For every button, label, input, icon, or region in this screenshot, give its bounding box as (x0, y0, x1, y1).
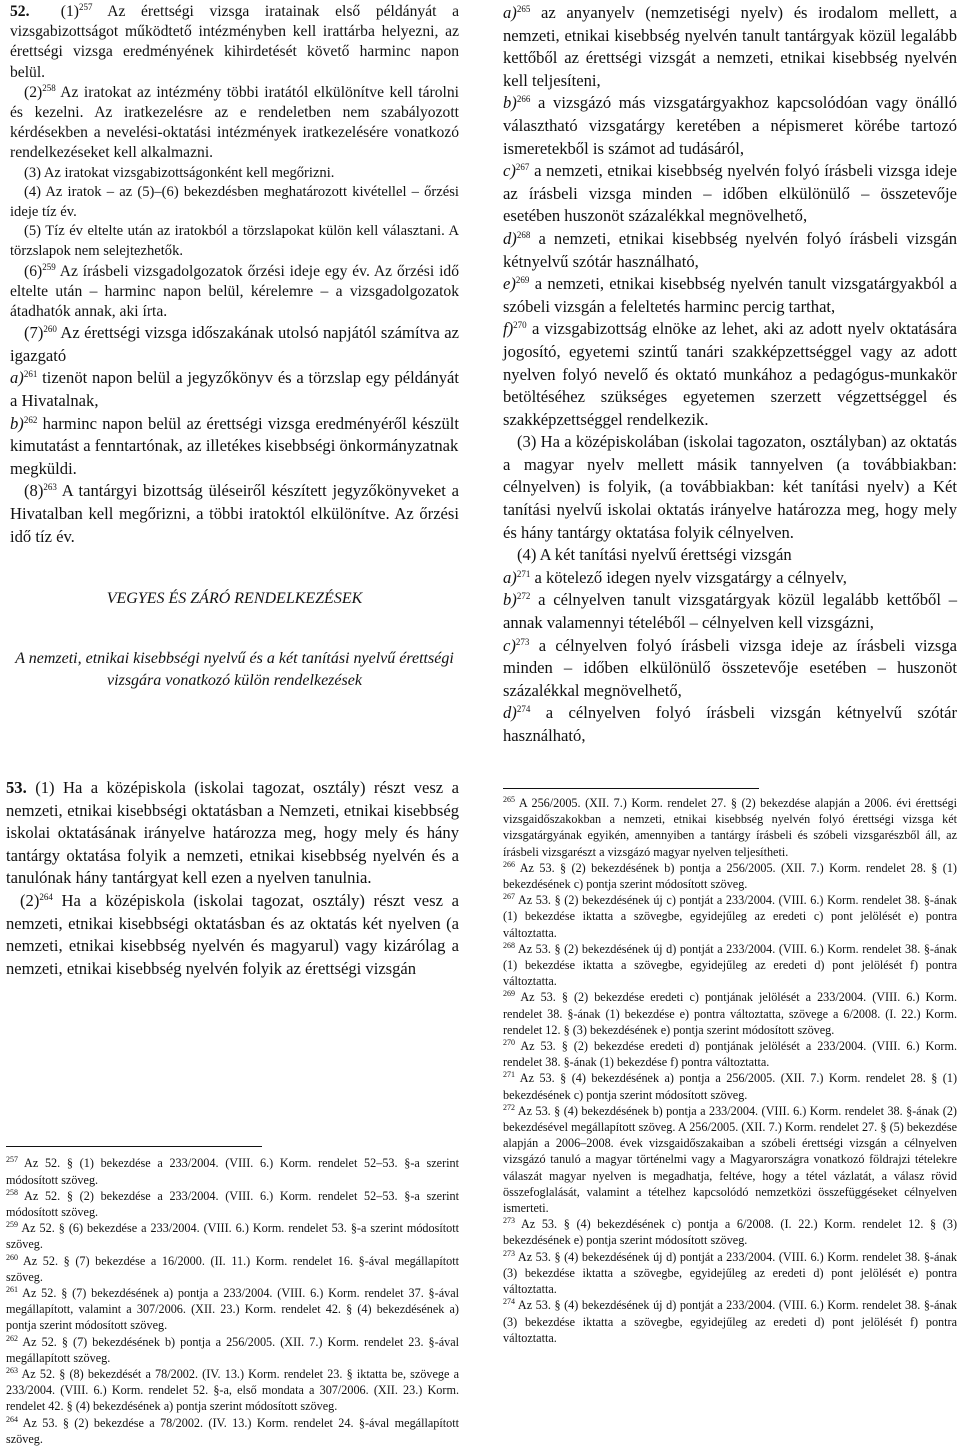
item-text: a célnyelven folyó írásbeli vizsgán kétnyelvű szótár használható, (503, 703, 957, 745)
footnote-ref[interactable]: 265 (516, 4, 531, 14)
footnote (6, 1415, 459, 1447)
footnote-number: 271 (503, 1070, 515, 1080)
footnote-ref[interactable]: 263 (43, 482, 57, 493)
item-text: a nemzeti, etnikai kisebbség nyelvén tanult vizsgatárgyakból a szóbeli vizsgán a feleltetés harminc percig tarthat, (503, 274, 957, 316)
footnote-ref[interactable]: 261 (23, 369, 38, 380)
footnote (503, 1070, 957, 1102)
paragraph-52-2 (10, 83, 459, 164)
footnote-ref[interactable]: 264 (39, 891, 53, 902)
footnote-ref[interactable]: 270 (513, 320, 527, 331)
footnote-text: Az 52. § (1) bekezdése a 233/2004. (VIII. 6.) Korm. rendelet 52–53. §-a szerint módosított szöveg. (6, 1156, 459, 1187)
item-label: d) (503, 228, 517, 248)
footnote-text: Az 53. § (4) bekezdésének új d) pontját a 233/2004. (VIII. 6.) Korm. rendelet 38. §-ának (3) bekezdése iktatta a szövegbe, egyidejűleg az eredeti d) pont jelölését f) pontra változtatta. (503, 1298, 957, 1345)
para-label: (6) (24, 262, 43, 280)
footnote-text: Az 53. § (4) bekezdésének c) pontja a 6/2008. (I. 22.) Korm. rendelet 12. § (3) bekezdésének e) pontja szerint módosított szöveg. (503, 1217, 958, 1248)
para-label: (2) (24, 83, 43, 101)
item-label: e) (503, 274, 516, 294)
item-4c (503, 635, 957, 703)
paragraph-text: Az írásbeli vizsgadolgozatok őrzési ideje egy év. Az őrzési idő eltelte után – harminc napon belül, kérelemre – a vizsgadolgozatok átadhatók annak, aki írta. (10, 262, 459, 320)
footnote-number: 273 (503, 1248, 515, 1258)
footnote-number: 265 (503, 795, 515, 804)
item-text: a célnyelven tanult vizsgatárgyak közül legalább kettőből – annak valamennyi tételéből – célnyelven kell vizsgázni, (503, 590, 957, 633)
footnote-ref[interactable]: 262 (23, 414, 38, 425)
paragraph-52-7b (10, 413, 459, 458)
footnotes-left (6, 1155, 459, 1447)
footnote-text: Az 53. § (2) bekezdése a 78/2002. (IV. 13.) Korm. rendelet 24. §-ával megállapított szöveg. (6, 1415, 459, 1446)
item-text: a nemzeti, etnikai kisebbség nyelvén folyó írásbeli vizsga ideje az írásbeli vizsga minden – időben elkülönülő – összetevője esetében huszonöt százalékkal megnövelhető, (503, 161, 958, 226)
chapter-heading: VEGYES ÉS ZÁRÓ RENDELKEZÉSEK (106, 590, 363, 608)
footnote-text: Az 53. § (2) bekezdése eredeti d) pontjának jelölését a 233/2004. (VIII. 6.) Korm. rendelet 38. §-ának (1) bekezdése f) pontra változtatta. (503, 1039, 958, 1070)
footnote-text: Az 52. § (2) bekezdése a 233/2004. (VIII. 6.) Korm. rendelet 52–53. §-a szerint módosított szöveg. (6, 1188, 459, 1219)
footnote-number: 268 (503, 940, 515, 950)
paragraph-53-1 (6, 777, 459, 890)
footnote-number: 269 (503, 989, 515, 999)
item-label: a) (503, 567, 517, 587)
footnote-number: 258 (6, 1187, 18, 1197)
item-label: c) (503, 161, 516, 181)
left-column-top (10, 2, 459, 692)
paragraph-text: Ha a középiskola (iskolai tagozat, osztály) részt vesz a nemzeti, etnikai kisebbségi oktatásban és az oktatás két nyelven (a nemzeti, etnikai kisebbség nyelvén és magyarul) vagy kizárólag a nemzeti, etnikai kisebbség nyelvén folyik az érettségi vizsgán (6, 890, 459, 978)
item-label: a) (503, 3, 517, 22)
item-text: a vizsgabizottság elnöke az lehet, aki az adott nyelv oktatására jogosító, egyetemi szintű tanári szakképzettséggel vagy az adott nyelven folyó nevelő és oktató munkához a pedagógus-munkakör betöltéséhez szükséges egyetemen szerzett végzettséggel és szakképzettséggel rendelkezik. (503, 319, 957, 429)
item-a (503, 2, 957, 92)
footnote (503, 1103, 957, 1216)
footnote-number: 274 (503, 1297, 515, 1307)
item-label: b) (503, 93, 517, 113)
footnote-separator (503, 788, 759, 789)
footnote-ref[interactable]: 257 (78, 2, 93, 12)
paragraph-52-7 (10, 322, 459, 367)
footnote-number: 267 (503, 892, 515, 902)
footnote (503, 892, 957, 941)
footnote-text: Az 52. § (7) bekezdése a 16/2000. (II. 11.) Korm. rendelet 16. §-ával megállapított szöveg. (6, 1253, 459, 1284)
footnote-ref[interactable]: 266 (516, 94, 531, 105)
para-label: (7) (24, 323, 44, 343)
item-text: a célnyelven folyó írásbeli vizsga ideje az írásbeli vizsga minden – időben elkülönülő összetevője esetében – huszonöt százalékkal megnövelhető, (503, 635, 957, 700)
footnote-ref[interactable]: 258 (42, 82, 56, 93)
paragraph-text: A tantárgyi bizottság üléseiről készített jegyzőkönyveket a Hivatalban kell megőrizni, a többi iratoktól elkülönítve. Az őrzési idő tíz év. (10, 481, 459, 546)
footnote-text: Az 53. § (2) bekezdésének új c) pontját a 233/2004. (VIII. 6.) Korm. rendelet 38. §-ának (1) bekezdése iktatta a szövegbe, egyidejűleg az eredeti c) pont jelölését e) pontra változtatta. (503, 893, 958, 940)
footnote-text: Az 53. § (4) bekezdésének új d) pontját a 233/2004. (VIII. 6.) Korm. rendelet 38. §-ának (3) bekezdése iktatta a szövegbe, egyidejűleg az eredeti d) pont jelölését e) pontra változtatta. (503, 1249, 957, 1297)
footnote-text: Az 53. § (2) bekezdésének b) pontja a 256/2005. (XII. 7.) Korm. rendelet 28. § (1) bekezdésének c) pontja szerint módosított szöveg. (503, 860, 957, 892)
footnote-text: Az 52. § (6) bekezdése a 233/2004. (VIII. 6.) Korm. rendelet 53. §-a szerint módosított szöveg. (6, 1221, 459, 1252)
paragraph-53-4: (4) A két tanítási nyelvű érettségi vizsgán (517, 545, 792, 565)
item-text: a vizsgázó más vizsgatárgyakhoz kapcsolódóan vagy önálló választható vizsgatárgy keretében a népismeret körébe tartozó ismeretekből is számot ad tudásáról, (503, 93, 957, 158)
footnote-text: Az 53. § (2) bekezdése eredeti c) pontjának jelölését a 233/2004. (VIII. 6.) Korm. rendelet 38. §-ának (1) bekezdése e) pontra változtatta, szövege a 6/2008. (I. 22.) Korm. rendelet 12. § (3) bekezdésének e) pontja szerint módosított szöveg. (503, 990, 958, 1037)
footnote (6, 1155, 459, 1187)
footnote-number: 257 (6, 1155, 18, 1165)
footnote-text: Az 53. § (4) bekezdésének a) pontja a 256/2005. (XII. 7.) Korm. rendelet 28. § (1) bekezdésének c) pontja szerint módosított szöveg. (503, 1071, 958, 1102)
para-label: (1) (60, 3, 79, 20)
footnote (6, 1220, 459, 1252)
item-text: a nemzeti, etnikai kisebbség nyelvén folyó írásbeli vizsgán kétnyelvű szótár használható, (503, 228, 957, 271)
footnote-ref[interactable]: 268 (516, 229, 531, 240)
paragraph-52-4: (4) Az iratok – az (5)–(6) bekezdésben meghatározott kivétellel – őrzési ideje tíz év. (10, 184, 459, 220)
paragraph-53-3: (3) Ha a középiskolában (iskolai tagozaton, osztályban) az oktatás a magyar nyelv mellett másik tannyelven (a továbbiakban: célnyelven) is folyik, (a továbbiakban: két tanítási nyelv) a Két tanítási nyelvű iskolai oktatás irányelve határozza meg, hogy mely és hány tantárgy oktatása folyik célnyelven. (503, 432, 957, 542)
right-column-top (503, 2, 957, 748)
footnote-text: A 256/2005. (XII. 7.) Korm. rendelet 27. § (2) bekezdése alapján a 2006. évi érettségi vizsgaidőszakokban a nemzeti, etnikai kisebbség nyelvén folyó érettségi vizsga két vizsgatárgyának egyikén, amennyiben a tantárgy írásbeli és szóbeli vizsgarészből áll, az írásbeli vizsgarészt a vizsgázó magyar nyelven teljesítheti. (503, 796, 958, 859)
footnote-text: Az 52. § (8) bekezdését a 78/2002. (IV. 13.) Korm. rendelet 23. § iktatta be, szövege a 233/2004. (VIII. 6.) Korm. rendelet 52. §-a, első mondata a 307/2006. (XII. 23.) Korm. rendelet 42. § (4) bekezdésének a) pontja szerint módosított szöveg. (6, 1366, 459, 1414)
item-4b (503, 589, 957, 634)
item-label: c) (503, 635, 516, 655)
section-number-52: 52. (10, 3, 30, 20)
right-column-bottom (503, 788, 957, 1346)
footnote (503, 1038, 957, 1070)
footnote-number: 266 (503, 859, 515, 869)
footnote-ref[interactable]: 271 (516, 568, 531, 579)
item-d (503, 228, 957, 273)
footnote-number: 273 (503, 1216, 515, 1226)
footnote-separator (6, 1146, 262, 1147)
footnote-ref[interactable]: 269 (515, 275, 530, 286)
paragraph-52-3: (3) Az iratokat vizsgabizottságonként kell megőrizni. (24, 164, 335, 181)
footnote (503, 1249, 957, 1298)
section-subtitle: A nemzeti, etnikai kisebbségi nyelvű és a két tanítási nyelvű érettségi vizsgára vonatkozó külön rendelkezések (15, 650, 454, 690)
paragraph-text: tizenöt napon belül a jegyzőkönyv és a törzslap egy példányát a Hivatalnak, (10, 368, 460, 410)
footnote (6, 1366, 459, 1415)
footnote-ref[interactable]: 260 (43, 324, 57, 335)
paragraph-text: Az érettségi vizsga időszakának utolsó napjától számítva az igazgató (10, 323, 460, 365)
para-label: (8) (24, 481, 44, 501)
footnotes-right (503, 795, 957, 1346)
footnote-ref[interactable]: 259 (42, 261, 56, 272)
item-label: f) (503, 319, 514, 339)
footnote-number: 261 (6, 1284, 18, 1294)
footnote (503, 1216, 957, 1248)
footnote-text: Az 53. § (2) bekezdésének új d) pontját a 233/2004. (VIII. 6.) Korm. rendelet 38. §-ának (1) bekezdése iktatta a szövegbe, egyidejűleg az eredeti d) pont jelölését f) pontra változtatta. (503, 941, 957, 989)
paragraph-text: Az érettségi vizsga iratainak első példányát a vizsgabizottságot működtető intézményben kell irattárba helyezni, az érettségi vizsga eredményének kihirdetését követő harminc napon belül. (10, 3, 459, 81)
item-label: d) (503, 703, 517, 723)
footnote-number: 272 (503, 1102, 515, 1112)
left-column-bottom (6, 777, 459, 1447)
item-f (503, 318, 957, 431)
footnote-number: 270 (503, 1038, 515, 1048)
paragraph-52-5: (5) Tíz év eltelte után az iratokból a törzslapokat külön kell választani. A törzslapok nem selejtezhetők. (10, 223, 459, 259)
para-label: a) (10, 368, 24, 388)
footnote-number: 264 (6, 1414, 18, 1424)
footnote (503, 989, 957, 1038)
footnote-number: 259 (6, 1220, 18, 1230)
paragraph-52-6 (10, 262, 459, 323)
footnote (6, 1253, 459, 1285)
section-number-53: 53. (6, 778, 27, 797)
footnote (503, 795, 957, 860)
paragraph-text: (1) Ha a középiskola (iskolai tagozat, osztály) részt vesz a nemzeti, etnikai kisebbségi oktatásban a Nemzeti, etnikai kisebbség iskolai oktatásának irányelve határozza meg, hogy mely és hány tantárgy oktatása folyik a nemzeti, etnikai kisebbség nyelvén és a tanulónak hány tantárgyat kell ezen a nyelven tanulnia. (6, 778, 459, 888)
paragraph-52-7-end: megküldi. (10, 458, 77, 478)
footnote-text: Az 52. § (7) bekezdésének a) pontja a 233/2004. (VIII. 6.) Korm. rendelet 37. §-ával megállapított, valamint a 307/2006. (XII. 23.) Korm. rendelet 42. § (4) bekezdésének a) pontja szerint módosított szöveg. (6, 1285, 459, 1333)
footnote (503, 1297, 957, 1346)
footnote-number: 262 (6, 1333, 18, 1343)
footnote-ref[interactable]: 274 (516, 704, 531, 715)
item-4d (503, 702, 957, 747)
paragraph-53-2 (6, 890, 459, 980)
paragraph-52-1 (10, 2, 459, 83)
footnote (6, 1334, 459, 1366)
footnote-number: 263 (6, 1365, 18, 1375)
paragraph-52-8 (10, 480, 459, 548)
para-label: b) (10, 413, 24, 433)
item-e (503, 273, 957, 318)
footnote-ref[interactable]: 273 (515, 636, 530, 647)
footnote-ref[interactable]: 267 (515, 162, 530, 173)
para-label: (2) (20, 890, 40, 910)
footnote (503, 941, 957, 990)
footnote (503, 860, 957, 892)
paragraph-text: harminc napon belül az érettségi vizsga eredményéről készült kimutatást a fenntartónak, az illetékes kisebbségi önkormányzatnak (10, 413, 460, 456)
footnote-ref[interactable]: 272 (516, 591, 531, 602)
item-label: b) (503, 590, 517, 610)
item-c (503, 160, 957, 228)
footnote (6, 1188, 459, 1220)
footnote-text: Az 52. § (7) bekezdésének b) pontja a 256/2005. (XII. 7.) Korm. rendelet 23. §-ával megállapított szöveg. (6, 1334, 460, 1365)
item-text: az anyanyelv (nemzetiségi nyelv) és irodalom mellett, a nemzeti, etnikai kisebbség nyelvén tanult tantárgyak közül legalább kettőből az érettségi vizsgát a nemzeti, etnikai kisebbség nyelvén kell teljesíteni, (503, 3, 957, 90)
footnote-number: 260 (6, 1252, 18, 1262)
footnote-text: Az 53. § (4) bekezdésének b) pontja a 233/2004. (VIII. 6.) Korm. rendelet 38. §-ának (2) bekezdésével megállapított szöveg. A 256/2005. (XII. 7.) Korm. rendelet 27. § (5) bekezdése alapján a 2006–2008. évek vizsgaidőszakaiban a szóbeli érettségi vizsgán a célnyelven vizsgázó tanuló a magyar történelmi vagy a Magyarországra vonatkozó földrajzi tételekre válaszát magyar nyelven is megadhatja, feltéve, hogy a tétel vázlatát, a válasz rövid összefoglalását, valamint a tételhez kapcsolódó nemzetközi összefüggéseket célnyelven ismerteti. (503, 1103, 957, 1216)
item-text: a kötelező idegen nyelv vizsgatárgy a célnyelv, (534, 567, 847, 587)
item-4a (503, 567, 957, 590)
paragraph-text: Az iratokat az intézmény többi iratától elkülönítve kell tárolni és kezelni. Az iratkezelésre az e rendeletben nem szabályozott kérdésekben a nevelési-oktatási intézmények iratkezelésére vonatkozó rendelkezéseket kell alkalmazni. (10, 83, 460, 162)
item-b (503, 92, 957, 160)
footnote (6, 1285, 459, 1334)
paragraph-52-7a (10, 367, 459, 412)
